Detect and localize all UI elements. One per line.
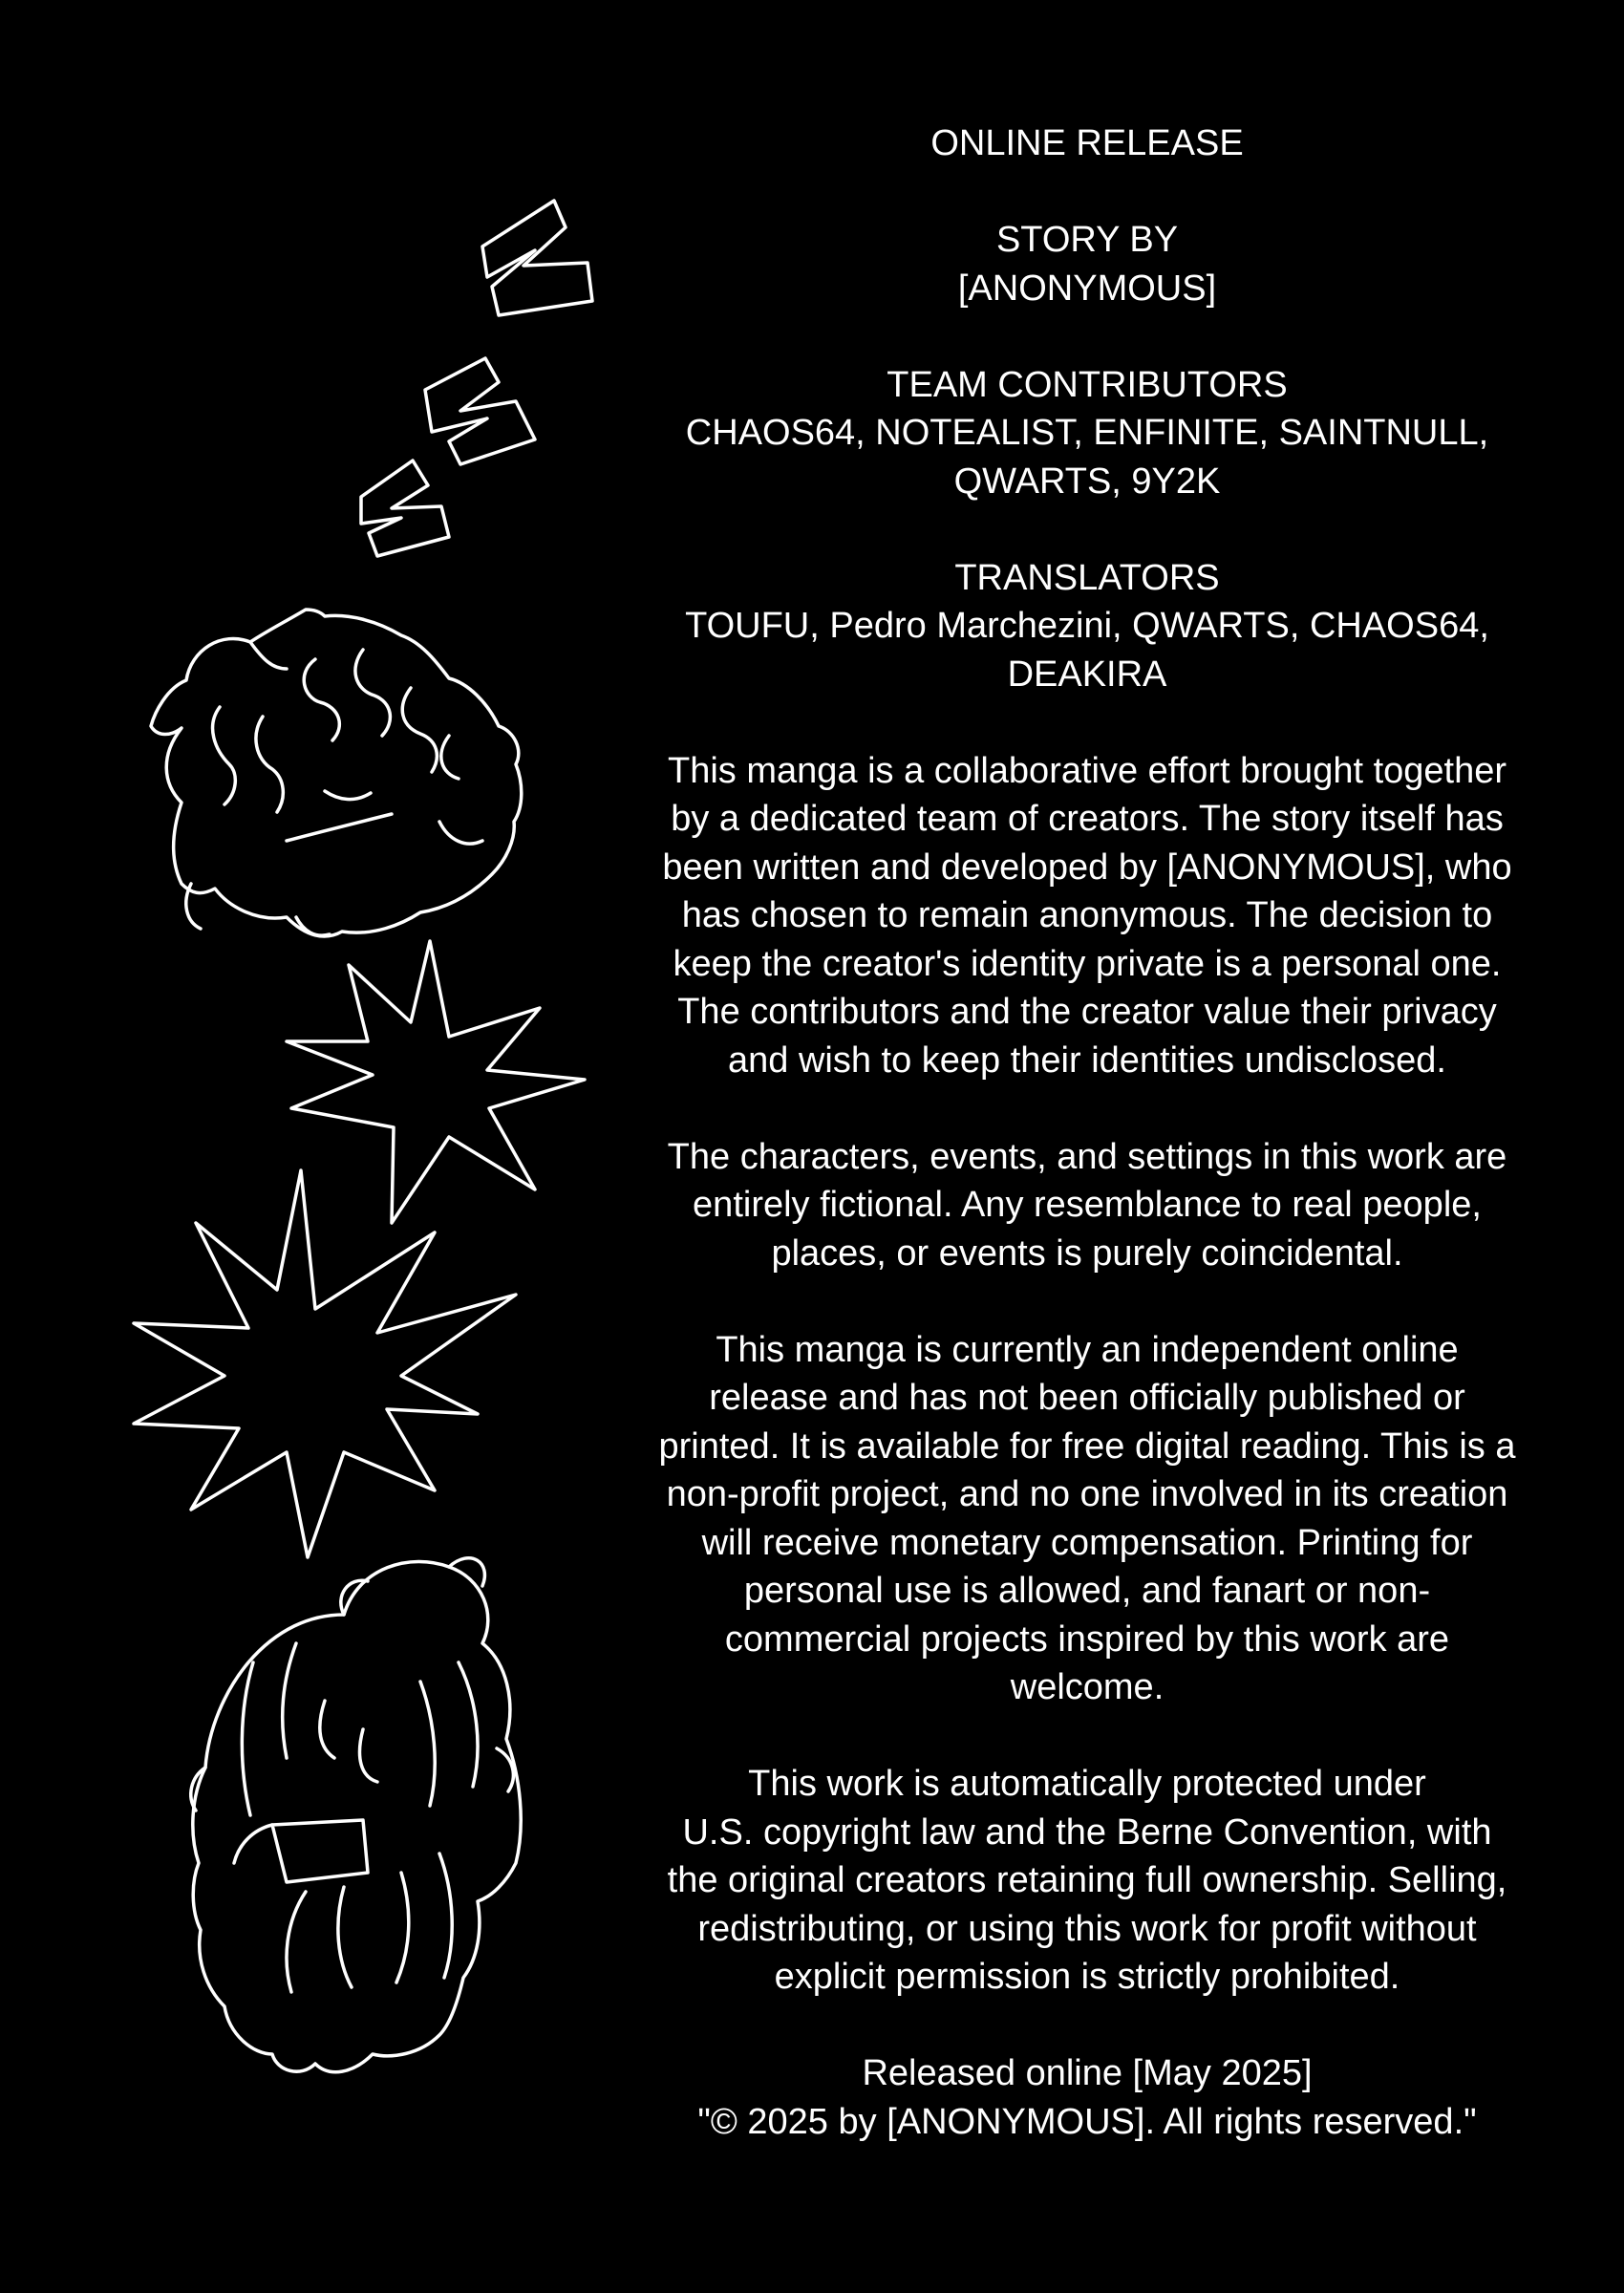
copyright-line: U.S. copyright law and the Berne Convention, with xyxy=(682,1811,1492,1853)
team-credit-block xyxy=(616,361,1558,506)
sleep-z-medium-icon xyxy=(425,358,535,464)
starburst-large-icon xyxy=(134,1170,516,1557)
copyright-paragraph xyxy=(616,1760,1558,2002)
release-line: non-profit project, and no one involved in its creation xyxy=(666,1474,1508,1514)
about-paragraph xyxy=(616,747,1558,1085)
sleep-z-large-icon xyxy=(482,201,592,315)
story-label: STORY BY xyxy=(995,220,1179,260)
story-author: [ANONYMOUS] xyxy=(957,268,1217,309)
fiction-disclaimer-paragraph xyxy=(616,1133,1558,1278)
team-names-line: QWARTS, 9Y2K xyxy=(953,461,1221,502)
release-heading-block xyxy=(616,119,1558,168)
release-line: will receive monetary compensation. Printing for xyxy=(701,1522,1473,1563)
copyright-line: explicit permission is strictly prohibited. xyxy=(774,1957,1400,1997)
about-line: This manga is a collaborative effort brought together xyxy=(667,750,1507,791)
footer-block xyxy=(616,2049,1558,2146)
about-line: The contributors and the creator value their privacy xyxy=(677,992,1497,1032)
release-heading: ONLINE RELEASE xyxy=(930,123,1244,163)
release-info-paragraph xyxy=(616,1326,1558,1712)
team-label: TEAM CONTRIBUTORS xyxy=(887,364,1288,405)
decorative-illustrations xyxy=(0,0,630,2293)
release-line: This manga is currently an independent online xyxy=(716,1329,1459,1370)
release-line: welcome. xyxy=(1010,1667,1165,1707)
translators-credit-block xyxy=(616,554,1558,699)
fiction-line: entirely fictional. Any resemblance to real people, xyxy=(693,1185,1482,1225)
team-names-line: CHAOS64, NOTEALIST, ENFINITE, SAINTNULL, xyxy=(685,413,1489,453)
copyright-line: This work is automatically protected under xyxy=(748,1764,1426,1804)
credits-page xyxy=(616,119,1558,2146)
copyright-line: the original creators retaining full ownership. Selling, xyxy=(667,1860,1507,1900)
copyright-notice: "© 2025 by [ANONYMOUS]. All rights reserved." xyxy=(697,2101,1477,2142)
release-line: printed. It is available for free digital reading. This is a xyxy=(658,1425,1516,1467)
translators-names-line: TOUFU, Pedro Marchezini, QWARTS, CHAOS64, xyxy=(685,606,1489,646)
fiction-line: places, or events is purely coincidental. xyxy=(771,1232,1403,1274)
about-line: by a dedicated team of creators. The story itself has xyxy=(671,799,1504,839)
release-line: commercial projects inspired by this work are xyxy=(724,1618,1450,1660)
ponytail-head-icon xyxy=(191,1558,521,2072)
sleep-z-small-icon xyxy=(361,461,449,556)
fiction-line: The characters, events, and settings in this work are xyxy=(667,1136,1507,1177)
curly-head-icon xyxy=(151,610,522,936)
about-line: been written and developed by [ANONYMOUS], who xyxy=(662,846,1512,888)
copyright-line: redistributing, or using this work for profit without xyxy=(697,1908,1477,1949)
about-line: has chosen to remain anonymous. The decision to xyxy=(681,895,1493,935)
release-line: release and has not been officially published or xyxy=(709,1378,1465,1418)
release-date: Released online [May 2025] xyxy=(862,2053,1313,2093)
release-line: personal use is allowed, and fanart or non- xyxy=(743,1571,1431,1611)
story-credit-block xyxy=(616,216,1558,312)
translators-label: TRANSLATORS xyxy=(954,557,1220,598)
about-line: and wish to keep their identities undisclosed. xyxy=(727,1039,1446,1081)
about-line: keep the creator's identity private is a personal one. xyxy=(673,943,1502,984)
starburst-small-icon xyxy=(287,941,585,1223)
translators-names-line: DEAKIRA xyxy=(1007,654,1167,695)
